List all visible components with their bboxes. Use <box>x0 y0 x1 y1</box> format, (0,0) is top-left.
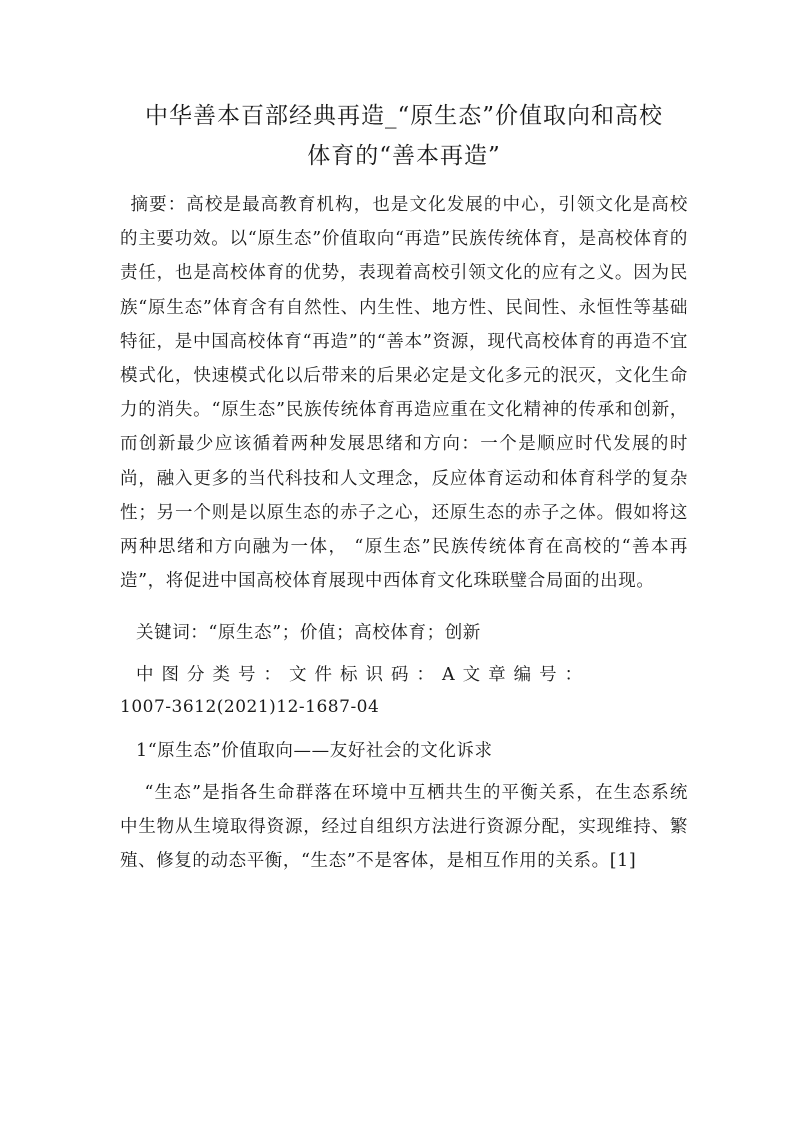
classification-line: 中图分类号：文件标识码：A文章编号： <box>136 664 591 685</box>
document-page <box>120 96 688 896</box>
title-line-2: 体育的“善本再造” <box>307 143 501 169</box>
article-number: 1007-3612(2021)12-1687-04 <box>120 696 380 717</box>
section-heading: 1“原生态”价值取向——友好社会的文化诉求 <box>136 740 493 761</box>
title-line-1: 中华善本百部经典再造_“原生态”价值取向和高校 <box>144 103 664 129</box>
abstract-paragraph: 摘要：高校是最高教育机构，也是文化发展的中心，引领文化是高校的主要功效。以“原生态”价值取向“再造”民族传统体育，是高校体育的责任，也是高校体育的优势，表现着高校引领文化的应有之义。因为民族“原生态”体育含有自然性、内生性、地方性、民间性、永恒性等基础特征，是中国高校体育“再造”的“善本”资源，现代高校体育的再造不宜模式化，快速模式化以后带来的后果必定是文化多元的泯灭，文化生命力的消失。“原生态”民族传统体育再造应重在文化精神的传承和创新，而创新最少应该循着两种发展思绪和方向：一个是顺应时代发展的时尚，融入更多的当代科技和人文理念，反应体育运动和体育科学的复杂性；另一个则是以原生态的赤子之心，还原生态的赤子之体。假如将这两种思绪和方向融为一体， “原生态”民族传统体育在高校的“善本再造”，将促进中国高校体育展现中西体育文化珠联璧合局面的出现。 <box>120 195 688 592</box>
body-paragraph: “生态”是指各生命群落在环境中互栖共生的平衡关系，在生态系统中生物从生境取得资源，经过自组织方法进行资源分配，实现维持、繁殖、修复的动态平衡，“生态”不是客体，是相互作用的关系。[1] <box>120 782 688 872</box>
document-title <box>120 96 688 176</box>
keywords-line: 关键词：“原生态”；价值；高校体育；创新 <box>136 622 481 643</box>
